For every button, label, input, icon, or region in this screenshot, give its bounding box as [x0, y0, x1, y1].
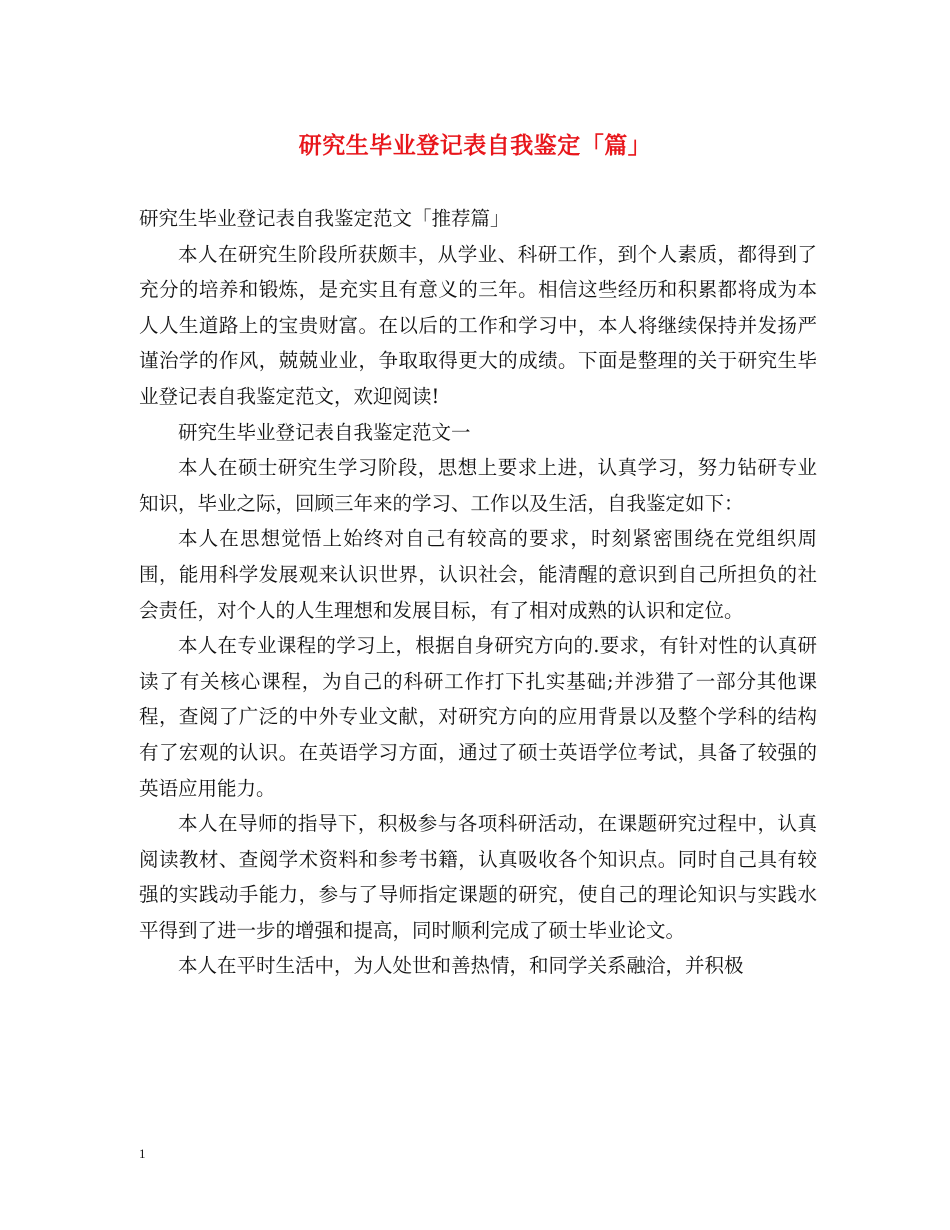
document-body — [139, 201, 817, 984]
body-paragraph: 本人在思想觉悟上始终对自己有较高的要求，时刻紧密围绕在党组织周围，能用科学发展观来认识世界，认识社会，能清醒的意识到自己所担负的社会责任，对个人的人生理想和发展目标，有了相对成熟的认识和定位。 — [139, 527, 817, 622]
body-paragraph: 本人在导师的指导下，积极参与各项科研活动，在课题研究过程中，认真阅读教材、查阅学术资料和参考书籍，认真吸收各个知识点。同时自己具有较强的实践动手能力，参与了导师指定课题的研究，使自己的理论知识与实践水平得到了进一步的增强和提高，同时顺利完成了硕士毕业论文。 — [139, 812, 817, 942]
document-title: 研究生毕业登记表自我鉴定「篇」 — [298, 132, 652, 159]
body-paragraph: 本人在平时生活中，为人处世和善热情，和同学关系融洽，并积极 — [178, 954, 744, 978]
page-number: 1 — [139, 1146, 146, 1161]
body-paragraph: 本人在硕士研究生学习阶段，思想上要求上进，认真学习，努力钻研专业知识，毕业之际，回顾三年来的学习、工作以及生活，自我鉴定如下： — [139, 456, 817, 515]
body-paragraph: 本人在专业课程的学习上，根据自身研究方向的.要求，有针对性的认真研读了有关核心课程，为自己的科研工作打下扎实基础;并涉猎了一部分其他课程，查阅了广泛的中外专业文献，对研究方向的应用背景以及整个学科的结构有了宏观的认识。在英语学习方面，通过了硕士英语学位考试，具备了较强的英语应用能力。 — [139, 634, 817, 800]
section-heading: 研究生毕业登记表自我鉴定范文一 — [178, 420, 471, 444]
intro-paragraph: 本人在研究生阶段所获颇丰，从学业、科研工作，到个人素质，都得到了充分的培养和锻炼，是充实且有意义的三年。相信这些经历和积累都将成为本人人生道路上的宝贵财富。在以后的工作和学习中，本人将继续保持并发扬严谨治学的作风，兢兢业业，争取取得更大的成绩。下面是整理的关于研究生毕业登记表自我鉴定范文，欢迎阅读! — [139, 242, 817, 408]
document-subtitle: 研究生毕业登记表自我鉴定范文「推荐篇」 — [139, 207, 510, 230]
